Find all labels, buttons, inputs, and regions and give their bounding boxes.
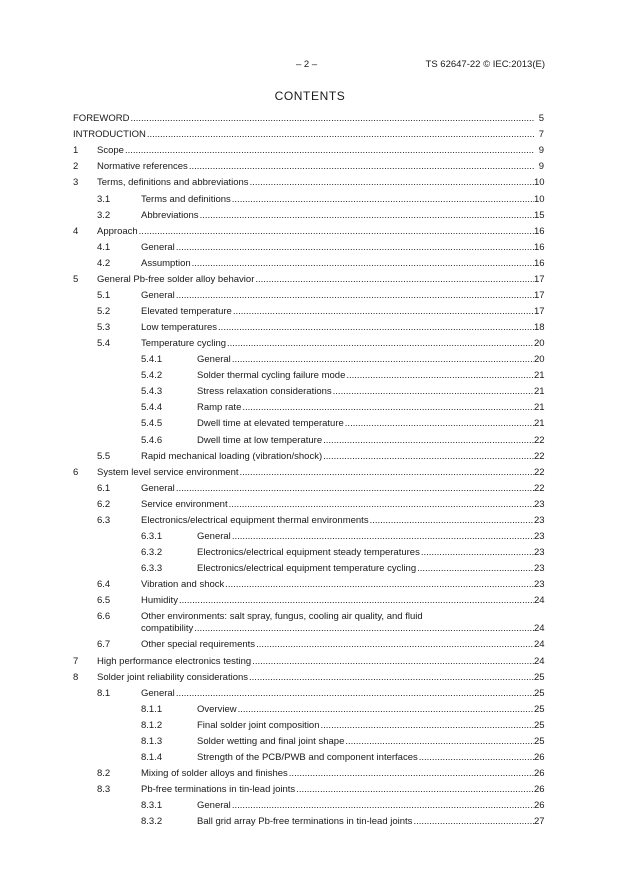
toc-entry-title: Temperature cycling (141, 338, 227, 349)
toc-entry (197, 736, 544, 748)
toc-section-number: 8.1.3 (141, 736, 163, 747)
toc-row[interactable] (0, 145, 620, 161)
toc-entry-title: Elevated temperature (141, 306, 232, 317)
toc-page-number: 25 (534, 736, 545, 747)
toc-page-number: 23 (534, 531, 545, 542)
toc-entry (141, 338, 544, 350)
toc-section-number: 6.3.3 (141, 563, 163, 574)
toc-row[interactable] (0, 672, 620, 688)
toc-entry-title: Mixing of solder alloys and finishes (141, 768, 288, 779)
dot-leader (289, 768, 534, 780)
dot-leader (200, 210, 534, 222)
toc-row[interactable] (0, 579, 620, 595)
toc-entry-title: General Pb-free solder alloy behavior (97, 274, 255, 285)
toc-page-number: 23 (534, 579, 545, 590)
toc-row[interactable] (0, 210, 620, 226)
toc-row[interactable] (0, 451, 620, 467)
toc-section-number: 3.1 (97, 194, 111, 205)
toc-page-number: 25 (534, 688, 545, 699)
dot-leader (419, 752, 534, 764)
toc-row[interactable] (0, 547, 620, 563)
dot-leader (252, 656, 534, 668)
toc-section-number: 6.6 (97, 611, 111, 622)
toc-entry-title: Terms, definitions and abbreviations (97, 177, 249, 188)
dot-leader (194, 623, 534, 635)
dot-leader (232, 531, 534, 543)
toc-entry-title: General (197, 800, 231, 811)
toc-entry (97, 656, 544, 668)
toc-page-number: 23 (534, 499, 545, 510)
toc-entry-title: Low temperatures (141, 322, 218, 333)
dot-leader (250, 177, 534, 189)
toc-page-number: 26 (534, 800, 545, 811)
toc-section-number: 8.1.2 (141, 720, 163, 731)
toc-entry (141, 595, 544, 607)
toc-row[interactable] (0, 800, 620, 816)
dot-leader (232, 194, 534, 206)
toc-row[interactable] (0, 736, 620, 752)
toc-section-number: 6.3 (97, 515, 111, 526)
toc-section-number: 3 (73, 177, 79, 188)
toc-page-number: 23 (534, 515, 545, 526)
toc-entry (141, 194, 544, 206)
toc-page-number: 23 (534, 547, 545, 558)
toc-entry (197, 752, 544, 764)
toc-entry (141, 515, 544, 527)
toc-page-number: 21 (534, 402, 545, 413)
toc-row[interactable] (0, 290, 620, 306)
toc-section-number: 3.2 (97, 210, 111, 221)
dot-leader (179, 595, 534, 607)
toc-row[interactable] (0, 242, 620, 258)
toc-page-number: 17 (534, 274, 545, 285)
toc-row[interactable] (0, 611, 620, 639)
toc-row[interactable] (0, 161, 620, 177)
toc-entry-title: Stress relaxation considerations (197, 386, 332, 397)
toc-row[interactable] (0, 752, 620, 768)
toc-row[interactable] (0, 720, 620, 736)
toc-entry (141, 322, 544, 334)
toc-entry (197, 816, 544, 828)
toc-entry (197, 563, 544, 575)
toc-row[interactable] (0, 194, 620, 210)
toc-entry-title: General (197, 354, 231, 365)
toc-row[interactable] (0, 113, 620, 129)
toc-section-number: 4.1 (97, 242, 111, 253)
toc-page-number: 21 (534, 386, 545, 397)
dot-leader (346, 370, 534, 382)
dot-leader (238, 704, 534, 716)
toc-entry-title: Ball grid array Pb-free terminations in tin-lead joints (197, 816, 413, 827)
toc-entry-title: General (141, 483, 175, 494)
toc-section-number: 5.4.2 (141, 370, 163, 381)
toc-section-number: 6.3.1 (141, 531, 163, 542)
dot-leader (255, 274, 534, 286)
dot-leader (130, 113, 534, 125)
toc-row[interactable] (0, 354, 620, 370)
document-id: TS 62647-22 © IEC:2013(E) (425, 59, 545, 70)
toc-page-number: 10 (534, 194, 545, 205)
toc-row[interactable] (0, 129, 620, 145)
toc-entry (141, 688, 544, 700)
dot-leader (176, 242, 534, 254)
toc-section-number: 6.3.2 (141, 547, 163, 558)
toc-row[interactable] (0, 595, 620, 611)
toc-entry (141, 784, 544, 796)
toc-section-number: 7 (73, 656, 79, 667)
page-number: – 2 – (296, 59, 318, 70)
toc-entry (197, 402, 544, 414)
toc-row[interactable] (0, 274, 620, 290)
toc-section-number: 2 (73, 161, 79, 172)
toc-entry-title: Solder thermal cycling failure mode (197, 370, 346, 381)
toc-entry (97, 467, 544, 479)
toc-entry-title: Ramp rate (197, 402, 242, 413)
toc-entry-title: Scope (97, 145, 124, 156)
toc-section-number: 5.4.4 (141, 402, 163, 413)
dot-leader (192, 258, 534, 270)
toc-entry (141, 483, 544, 495)
toc-page-number: 18 (534, 322, 545, 333)
toc-section-number: 6.4 (97, 579, 111, 590)
toc-page-number: 21 (534, 370, 545, 381)
toc-entry-title: General (141, 242, 175, 253)
toc-entry-title: Terms and definitions (141, 194, 231, 205)
toc-page-number: 24 (534, 639, 545, 650)
toc-row[interactable] (0, 656, 620, 672)
toc-row[interactable] (0, 402, 620, 418)
toc-entry (97, 161, 544, 173)
toc-entry-title: High performance electronics testing (97, 656, 252, 667)
dot-leader (296, 784, 534, 796)
toc-section-number: 6 (73, 467, 79, 478)
toc-page-number: 23 (534, 563, 545, 574)
dot-leader (147, 129, 534, 141)
toc-section-number: 6.5 (97, 595, 111, 606)
toc-page-number: 16 (534, 258, 545, 269)
toc-row[interactable] (0, 483, 620, 499)
toc-entry (141, 210, 544, 222)
toc-entry (197, 531, 544, 543)
toc-row[interactable] (0, 515, 620, 531)
toc-section-number: 8 (73, 672, 79, 683)
toc-section-number: 5 (73, 274, 79, 285)
toc-page-number: 22 (534, 467, 545, 478)
toc-entry-title: Strength of the PCB/PWB and component interfaces (197, 752, 418, 763)
dot-leader (232, 800, 534, 812)
dot-leader (227, 338, 534, 350)
toc-row[interactable] (0, 418, 620, 434)
toc-entry (97, 145, 544, 157)
toc-page-number: 5 (538, 113, 544, 124)
toc-section-number: 5.2 (97, 306, 111, 317)
dot-leader (176, 483, 534, 495)
toc-entry-title: Final solder joint composition (197, 720, 320, 731)
toc-entry-title: General (197, 531, 231, 542)
dot-leader (333, 386, 534, 398)
toc-section-number: 4.2 (97, 258, 111, 269)
toc-page-number: 10 (534, 177, 545, 188)
toc-entry (141, 768, 544, 780)
toc-section-number: 6.2 (97, 499, 111, 510)
toc-entry (73, 129, 544, 141)
toc-page-number: 7 (538, 129, 544, 140)
toc-entry-title: General (141, 688, 175, 699)
toc-section-number: 5.4.5 (141, 418, 163, 429)
dot-leader (417, 563, 534, 575)
toc-page-number: 27 (534, 816, 545, 827)
toc-row[interactable] (0, 816, 620, 832)
toc-entry-title: Dwell time at low temperature (197, 435, 323, 446)
dot-leader (421, 547, 534, 559)
dot-leader (240, 467, 535, 479)
dot-leader (345, 418, 534, 430)
toc-entry-title: INTRODUCTION (73, 129, 146, 140)
toc-row[interactable] (0, 531, 620, 547)
dot-leader (232, 354, 534, 366)
toc-entry-title: Dwell time at elevated temperature (197, 418, 344, 429)
toc-row[interactable] (0, 688, 620, 704)
toc-section-number: 8.1.1 (141, 704, 163, 715)
toc-row[interactable] (0, 704, 620, 720)
toc-section-number: 6.7 (97, 639, 111, 650)
dot-leader (176, 688, 534, 700)
toc-row[interactable] (0, 177, 620, 193)
toc-entry (97, 226, 544, 238)
toc-section-number: 1 (73, 145, 79, 156)
dot-leader (370, 515, 534, 527)
toc-entry-title: System level service environment (97, 467, 239, 478)
toc-page-number: 9 (538, 161, 544, 172)
toc-entry-title: Electronics/electrical equipment thermal environments (141, 515, 369, 526)
dot-leader (413, 816, 534, 828)
toc-entry (141, 290, 544, 302)
toc-row[interactable] (0, 226, 620, 242)
toc-row[interactable] (0, 258, 620, 274)
toc-section-number: 5.4 (97, 338, 111, 349)
dot-leader (233, 306, 534, 318)
toc-entry-title-continued: compatibility (141, 623, 194, 634)
toc-entry-title: Service environment (141, 499, 228, 510)
toc-section-number: 8.2 (97, 768, 111, 779)
toc-entry (197, 720, 544, 732)
toc-entry-title: General (141, 290, 175, 301)
toc-page-number: 9 (538, 145, 544, 156)
toc-entry-title: Abbreviations (141, 210, 199, 221)
toc-entry (197, 370, 544, 382)
toc-page-number: 22 (534, 435, 545, 446)
toc-section-number: 5.1 (97, 290, 111, 301)
toc-row[interactable] (0, 322, 620, 338)
dot-leader (229, 499, 534, 511)
dot-leader (256, 639, 534, 651)
dot-leader (321, 720, 534, 732)
toc-entry (141, 451, 544, 463)
dot-leader (139, 226, 534, 238)
toc-row[interactable] (0, 499, 620, 515)
toc-entry-title: Assumption (141, 258, 191, 269)
toc-row[interactable] (0, 563, 620, 579)
page-title: CONTENTS (274, 89, 346, 103)
dot-leader (242, 402, 534, 414)
toc-section-number: 4 (73, 226, 79, 237)
dot-leader (125, 145, 534, 157)
dot-leader (176, 290, 534, 302)
toc-entry (97, 274, 544, 286)
toc-section-number: 8.3.2 (141, 816, 163, 827)
toc-entry-title: Solder wetting and final joint shape (197, 736, 345, 747)
toc-section-number: 5.5 (97, 451, 111, 462)
toc-entry-title: Normative references (97, 161, 188, 172)
toc-entry (141, 499, 544, 511)
toc-row[interactable] (0, 306, 620, 322)
toc-entry (197, 704, 544, 716)
toc-row[interactable] (0, 639, 620, 655)
toc-row[interactable] (0, 768, 620, 784)
toc-section-number: 8.1 (97, 688, 111, 699)
dot-leader (225, 579, 534, 591)
toc-row[interactable] (0, 386, 620, 402)
toc-entry-title: Solder joint reliability considerations (97, 672, 249, 683)
toc-page-number: 24 (534, 656, 545, 667)
toc-entry (141, 242, 544, 254)
toc-page-number: 20 (534, 338, 545, 349)
toc-section-number: 8.3.1 (141, 800, 163, 811)
dot-leader (345, 736, 534, 748)
toc-entry-title: Other special requirements (141, 639, 256, 650)
toc-entry-title: Electronics/electrical equipment temperature cycling (197, 563, 417, 574)
toc-row[interactable] (0, 370, 620, 386)
dot-leader (218, 322, 534, 334)
toc-entry (97, 672, 544, 684)
toc-entry-title: FOREWORD (73, 113, 130, 124)
toc-page-number: 24 (534, 595, 545, 606)
toc-entry-title: Other environments: salt spray, fungus, cooling air quality, and fluid (141, 611, 423, 622)
toc-page-number: 26 (534, 752, 545, 763)
toc-page-number: 22 (534, 483, 545, 494)
toc-entry (197, 386, 544, 398)
toc-page-number: 16 (534, 226, 545, 237)
toc-entry (197, 418, 544, 430)
toc-entry (197, 435, 544, 447)
toc-row[interactable] (0, 467, 620, 483)
toc-entry (141, 306, 544, 318)
toc-entry (197, 547, 544, 559)
toc-page-number: 21 (534, 418, 545, 429)
toc-page-number: 25 (534, 704, 545, 715)
toc-entry (141, 258, 544, 270)
toc-page-number: 20 (534, 354, 545, 365)
toc-entry (141, 611, 544, 635)
toc-section-number: 5.4.3 (141, 386, 163, 397)
toc-entry-title: Pb-free terminations in tin-lead joints (141, 784, 296, 795)
toc-page-number: 26 (534, 784, 545, 795)
toc-entry (141, 639, 544, 651)
toc-page-number: 22 (534, 451, 545, 462)
toc-page-number: 15 (534, 210, 545, 221)
toc-section-number: 8.3 (97, 784, 111, 795)
toc-page-number: 16 (534, 242, 545, 253)
toc-entry (197, 800, 544, 812)
toc-row[interactable] (0, 338, 620, 354)
toc-row[interactable] (0, 784, 620, 800)
toc-entry (197, 354, 544, 366)
toc-section-number: 5.4.6 (141, 435, 163, 446)
dot-leader (249, 672, 534, 684)
toc-entry-title: Approach (97, 226, 138, 237)
toc-entry (97, 177, 544, 189)
toc-page-number: 25 (534, 720, 545, 731)
toc-entry-title: Vibration and shock (141, 579, 225, 590)
toc-page-number: 17 (534, 306, 545, 317)
toc-section-number: 5.3 (97, 322, 111, 333)
toc-page-number: 17 (534, 290, 545, 301)
toc-entry (73, 113, 544, 125)
toc-entry-title: Overview (197, 704, 237, 715)
toc-entry-title: Humidity (141, 595, 178, 606)
toc-row[interactable] (0, 435, 620, 451)
toc-section-number: 8.1.4 (141, 752, 163, 763)
toc-section-number: 5.4.1 (141, 354, 163, 365)
toc-entry-title: Electronics/electrical equipment steady temperatures (197, 547, 420, 558)
dot-leader (323, 435, 534, 447)
dot-leader (323, 451, 534, 463)
dot-leader (189, 161, 534, 173)
toc-page-number: 26 (534, 768, 545, 779)
toc-section-number: 6.1 (97, 483, 111, 494)
toc-entry (141, 579, 544, 591)
toc-entry-title: Rapid mechanical loading (vibration/shock) (141, 451, 323, 462)
toc-page-number: 24 (534, 623, 545, 634)
toc-page-number: 25 (534, 672, 545, 683)
